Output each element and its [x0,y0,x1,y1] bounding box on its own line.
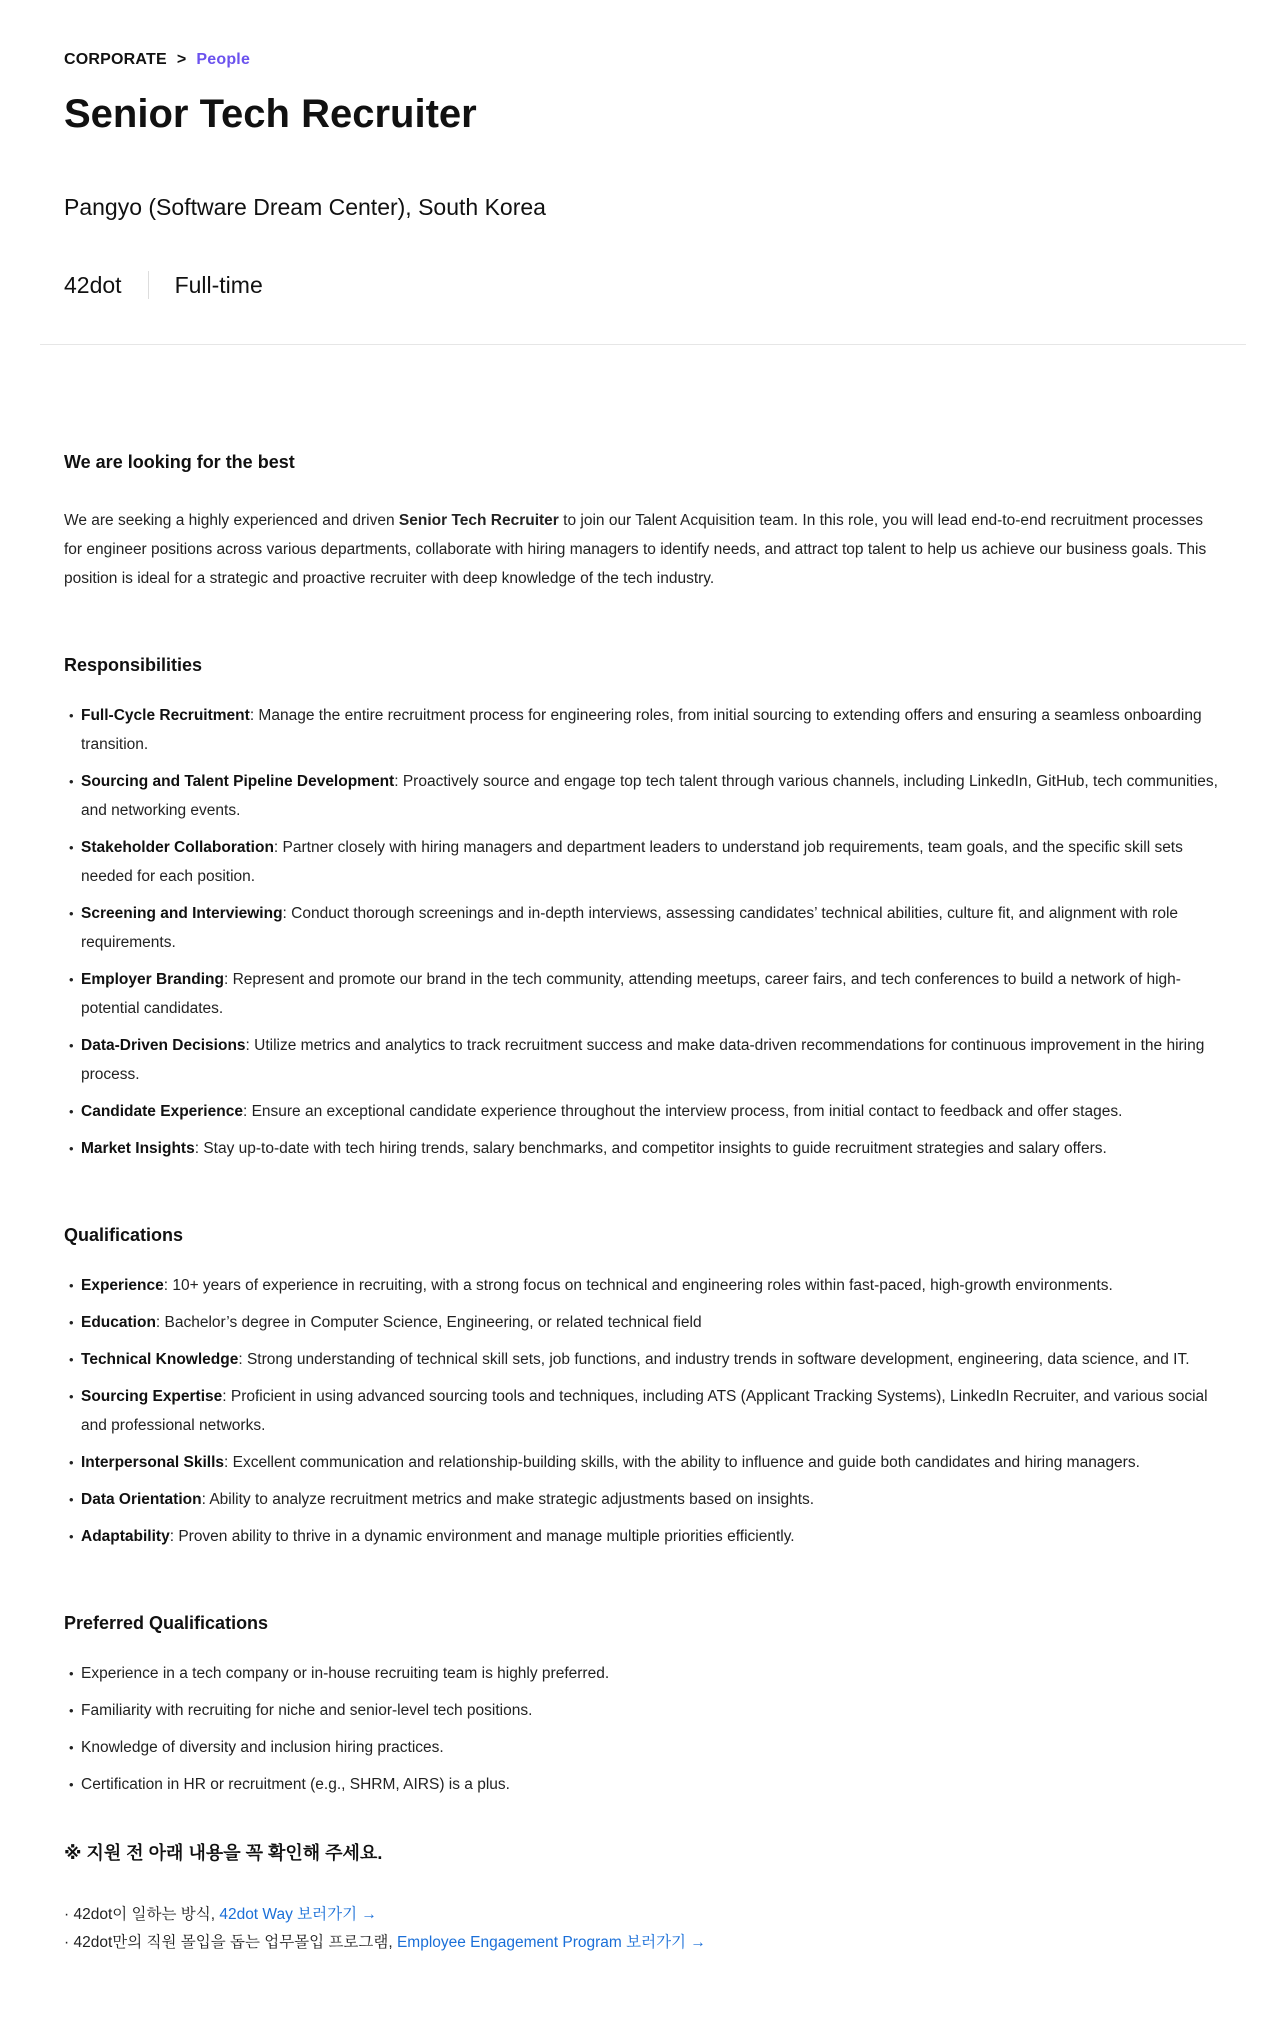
job-location: Pangyo (Software Dream Center), South Korea [64,194,546,220]
intro-paragraph [64,506,1224,593]
item-title: Screening and Interviewing [81,905,283,922]
list-item [64,1345,1224,1374]
item-text: : Strong understanding of technical skill sets, job functions, and industry trends in software development, engineering, data science, and IT. [238,1351,1190,1368]
notice-section [64,1839,1224,1957]
item-title: Full-Cycle Recruitment [81,707,250,724]
qualifications-heading: Qualifications [64,1225,184,1245]
item-text: : Proven ability to thrive in a dynamic environment and manage multiple priorities efficiently. [169,1528,795,1545]
item-title: Sourcing and Talent Pipeline Development [81,773,395,790]
list-item [64,1485,1224,1514]
42dot-way-link[interactable]: 42dot Way 보러가기 → [219,1906,377,1923]
item-title: Technical Knowledge [81,1351,239,1368]
notice-links [64,1901,1224,1957]
list-item [64,899,1224,957]
breadcrumb-people[interactable]: People [196,51,251,68]
job-description [64,448,1224,1957]
item-title: Adaptability [81,1528,170,1545]
list-item: • Familiarity with recruiting for niche and senior-level tech positions. [64,1696,1224,1725]
qualifications-section [64,1221,1224,1551]
list-item [64,833,1224,891]
responsibilities-heading: Responsibilities [64,655,203,675]
notice-prefix: · 42dot이 일하는 방식, [64,1906,220,1923]
item-text: : 10+ years of experience in recruiting, with a strong focus on technical and engineering roles within fast-paced, high-growth environments. [163,1277,1113,1294]
responsibilities-section [64,651,1224,1163]
list-item [64,767,1224,825]
notice-prefix: · 42dot만의 직원 몰입을 돕는 업무몰입 프로그램, [64,1934,397,1951]
list-item [64,701,1224,759]
item-text: : Conduct thorough screenings and in-depth interviews, assessing candidates’ technical abilities, culture fit, and alignment with role requirements. [81,905,1179,951]
list-item [64,1134,1224,1163]
job-header [0,0,1280,300]
item-text: : Proactively source and engage top tech talent through various channels, including LinkedIn, GitHub, tech communities, and networking events. [81,773,1218,819]
item-text: : Bachelor’s degree in Computer Science, Engineering, or related technical field [155,1314,702,1331]
notice-item [64,1929,1224,1957]
breadcrumb [64,50,1280,70]
item-title: Stakeholder Collaboration [81,839,274,856]
employee-engagement-link[interactable]: Employee Engagement Program 보러가기 → [396,1934,706,1951]
item-title: Experience [81,1277,164,1294]
list-item [64,1522,1224,1551]
item-text: : Excellent communication and relationship-building skills, with the ability to influence and guide both candidates and hiring managers. [224,1454,1140,1471]
meta-divider [148,271,149,299]
item-title: Education [81,1314,156,1331]
job-meta [64,270,1280,300]
breadcrumb-corporate[interactable]: CORPORATE [64,51,167,68]
breadcrumb-separator: > [176,51,187,68]
intro-heading: We are looking for the best [64,452,295,472]
item-text: : Stay up-to-date with tech hiring trends, salary benchmarks, and competitor insights to guide recruitment strategies and salary offers. [194,1140,1107,1157]
item-title: Market Insights [81,1140,195,1157]
item-text: : Proficient in using advanced sourcing tools and techniques, including ATS (Applicant Tracking Systems), LinkedIn Recruiter, and various social and professional networks. [81,1388,1208,1434]
intro-section [64,448,1224,593]
list-item: • Experience in a tech company or in-house recruiting team is highly preferred. [64,1659,1224,1688]
intro-text-after: to join our Talent Acquisition team. In this role, you will lead end-to-end recruitment processes for engineer positions across various departments, collaborate with hiring managers to identify needs, and attract top talent to help us achieve our business goals. This position is ideal for a strategic and proactive recruiter with deep knowledge of the tech industry. [64,512,1207,587]
item-title: Candidate Experience [81,1103,243,1120]
qualifications-list [64,1271,1224,1551]
preferred-list [64,1659,1224,1799]
page-title: Senior Tech Recruiter [64,92,477,136]
item-title: Employer Branding [81,971,224,988]
list-item [64,965,1224,1023]
item-text: : Utilize metrics and analytics to track recruitment success and make data-driven recommendations for continuous improvement in the hiring process. [81,1037,1205,1083]
list-item: • Knowledge of diversity and inclusion hiring practices. [64,1733,1224,1762]
item-text: : Represent and promote our brand in the tech community, attending meetups, career fairs, and tech conferences to build a network of high-potential candidates. [81,971,1181,1017]
employment-type: Full-time [174,271,263,298]
item-title: Interpersonal Skills [81,1454,224,1471]
list-item [64,1448,1224,1477]
notice-item [64,1901,1224,1929]
item-text: : Manage the entire recruitment process for engineering roles, from initial sourcing to extending offers and ensuring a seamless onboarding transition. [81,707,1202,753]
intro-text-before: We are seeking a highly experienced and driven [64,512,399,529]
item-text: : Ability to analyze recruitment metrics and make strategic adjustments based on insights. [201,1491,815,1508]
preferred-heading: Preferred Qualifications [64,1613,269,1633]
responsibilities-list [64,701,1224,1163]
company-name: 42dot [64,271,122,298]
item-text: : Ensure an exceptional candidate experience throughout the interview process, from initial contact to feedback and offer stages. [242,1103,1123,1120]
list-item [64,1271,1224,1300]
notice-heading: ※ 지원 전 아래 내용을 꼭 확인해 주세요. [64,1843,383,1863]
list-item [64,1031,1224,1089]
item-title: Sourcing Expertise [81,1388,223,1405]
intro-role-name: Senior Tech Recruiter [398,512,559,529]
item-title: Data Orientation [81,1491,202,1508]
item-text: : Partner closely with hiring managers and department leaders to understand job requirements, team goals, and the specific skill sets needed for each position. [81,839,1183,885]
list-item: • Certification in HR or recruitment (e.g., SHRM, AIRS) is a plus. [64,1770,1224,1799]
list-item [64,1382,1224,1440]
header-divider [40,344,1246,345]
preferred-section [64,1609,1224,1799]
list-item [64,1097,1224,1126]
list-item [64,1308,1224,1337]
item-title: Data-Driven Decisions [81,1037,246,1054]
